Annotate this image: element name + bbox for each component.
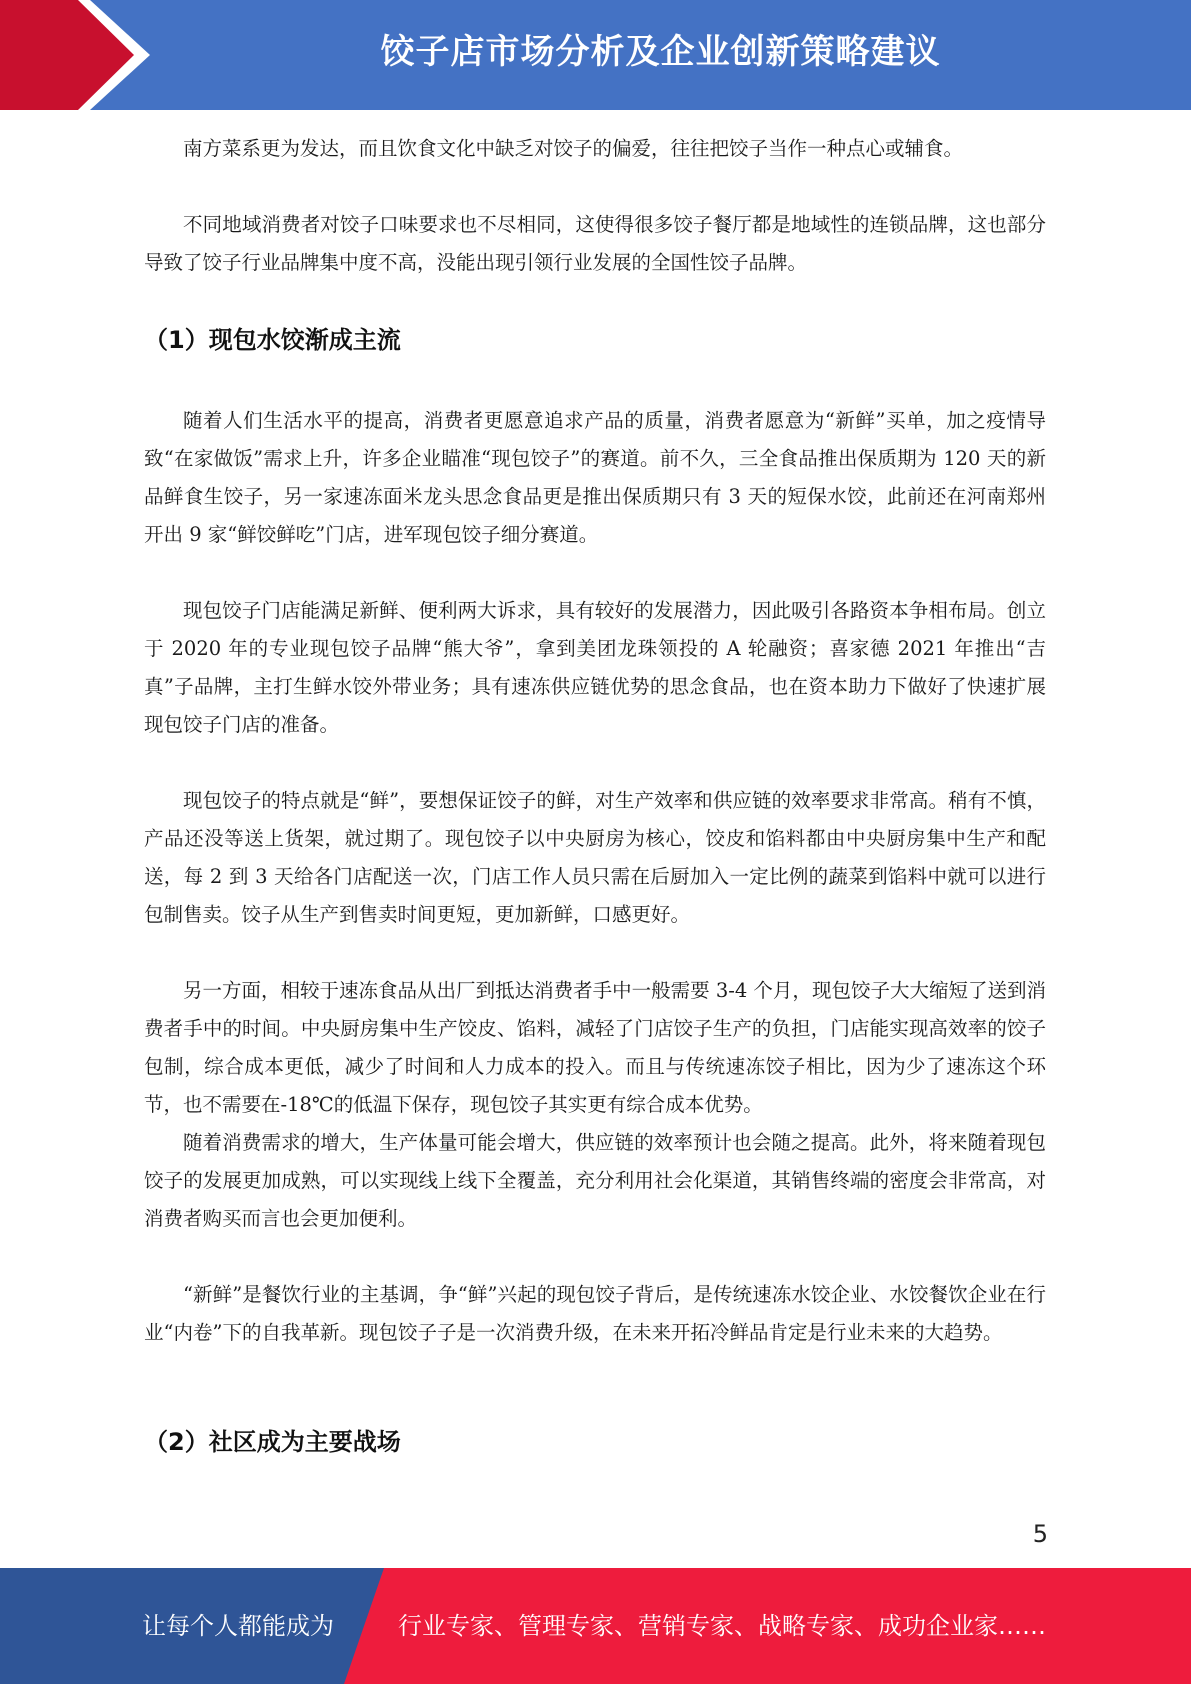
paragraph: 随着消费需求的增大，生产体量可能会增大，供应链的效率预计也会随之提高。此外，将来随着现包饺子的发展更加成熟，可以实现线上线下全覆盖，充分利用社会化渠道，其销售终端的密度会非常高，对消费者购买而言也会更加便利。 — [144, 1131, 1046, 1230]
paragraph: 随着人们生活水平的提高，消费者更愿意追求产品的质量，消费者愿意为“新鲜”买单，加之疫情导致“在家做饭”需求上升，许多企业瞄准“现包饺子”的赛道。前不久，三全食品推出保质期为 120 天的新品鲜食生饺子，另一家速冻面米龙头思念食品更是推出保质期只有 3 天的短保水饺，此前还在河南郑州开出 9 家“鲜饺鲜吃”门店，进军现包饺子细分赛道。 — [144, 409, 1046, 546]
paragraph: 南方菜系更为发达，而且饮食文化中缺乏对饺子的偏爱，往往把饺子当作一种点心或辅食。 — [183, 137, 964, 160]
footer-slogan-right: 行业专家、管理专家、营销专家、战略专家、成功企业家…… — [398, 1612, 1046, 1640]
paragraph: “新鲜”是餐饮行业的主基调，争“鲜”兴起的现包饺子背后，是传统速冻水饺企业、水饺餐饮企业在行业“内卷”下的自我革新。现包饺子子是一次消费升级，在未来开拓冷鲜品肯定是行业未来的大趋势。 — [144, 1283, 1046, 1344]
paragraph: 现包饺子的特点就是“鲜”，要想保证饺子的鲜，对生产效率和供应链的效率要求非常高。稍有不慎，产品还没等送上货架，就过期了。现包饺子以中央厨房为核心，饺皮和馅料都由中央厨房集中生产和配送，每 2 到 3 天给各门店配送一次，门店工作人员只需在后厨加入一定比例的蔬菜到馅料中就可以进行包制售卖。饺子从生产到售卖时间更短，更加新鲜，口感更好。 — [144, 789, 1046, 926]
page-number: 5 — [1032, 1520, 1048, 1548]
paragraph: 现包饺子门店能满足新鲜、便利两大诉求，具有较好的发展潜力，因此吸引各路资本争相布局。创立于 2020 年的专业现包饺子品牌“熊大爷”，拿到美团龙珠领投的 A 轮融资；喜家德 2021 年推出“吉真”子品牌，主打生鲜水饺外带业务；具有速冻供应链优势的思念食品，也在资本助力下做好了快速扩展现包饺子门店的准备。 — [144, 599, 1046, 736]
section-heading: （2）社区成为主要战场 — [144, 1428, 401, 1456]
paragraph: 不同地域消费者对饺子口味要求也不尽相同，这使得很多饺子餐厅都是地域性的连锁品牌，这也部分导致了饺子行业品牌集中度不高，没能出现引领行业发展的全国性饺子品牌。 — [144, 213, 1046, 274]
header-arrow-decoration — [0, 0, 160, 110]
page-footer — [0, 1568, 1191, 1684]
section-heading: （1）现包水饺渐成主流 — [144, 326, 401, 354]
page-header — [0, 0, 1191, 110]
document-title: 饺子店市场分析及企业创新策略建议 — [380, 32, 941, 72]
paragraph: 另一方面，相较于速冻食品从出厂到抵达消费者手中一般需要 3-4 个月，现包饺子大大缩短了送到消费者手中的时间。中央厨房集中生产饺皮、馅料，减轻了门店饺子生产的负担，门店能实现高效率的饺子包制，综合成本更低，减少了时间和人力成本的投入。而且与传统速冻饺子相比，因为少了速冻这个环节，也不需要在-18℃的低温下保存，现包饺子其实更有综合成本优势。 — [144, 979, 1046, 1116]
footer-slogan-left: 让每个人都能成为 — [142, 1612, 334, 1640]
